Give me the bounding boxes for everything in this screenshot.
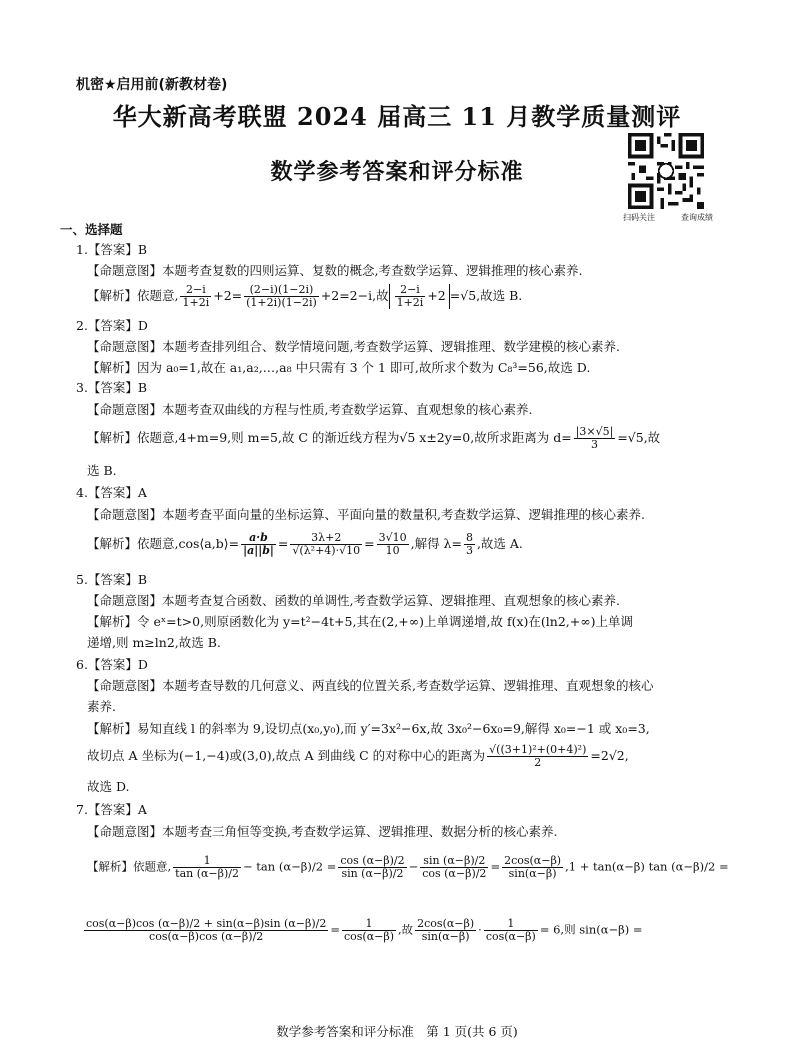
q3-analysis: 【解析】依题意,4+m=9,则 m=5,故 C 的渐近线方程为√5 x±2y=0,故所求距离为 d= $\frac{|3\times√5|}{3}$ =√5,故: [87, 425, 661, 451]
q3-intent: 【命题意图】本题考查双曲线的方程与性质,考查数学运算、直观想象的核心素养.: [87, 402, 533, 417]
q6-analysis-cont: 故选 D.: [87, 779, 130, 794]
q3-analysis-text: 【解析】依题意,4+m=9,则 m=5,故 C 的渐近线方程为√5 x±2y=0,故所求距离为 d=: [87, 430, 572, 445]
q7-analysis: 【解析】依题意, $\frac{1}{\tan (\alpha-\beta)/2}$ − tan (α−β)/2 = $\frac{\cos (\alpha-\beta)/2}{\sin (\alpha-\beta)/2}$ − $\frac{\sin (\alpha-\beta)/2}{\cos (\alpha-\beta)/2}$ = $\frac{2\cos(\alpha-\beta)}{\sin(\alpha-\beta)}$ ,1 + tan(α−β) tan (α−β)/2 =: [87, 854, 729, 880]
fraction: $\frac{1}{\cos(\alpha-\beta)}$: [343, 917, 394, 943]
q2-analysis: 【解析】因为 a₀=1,故在 a₁,a₂,…,a₈ 中只需有 3 个 1 即可,故所求个数为 C₈³=56,故选 D.: [87, 360, 591, 375]
q5-analysis-cont: 递增,则 m≥ln2,故选 B.: [87, 635, 221, 650]
fraction: $\frac{\cos (\alpha-\beta)/2}{\sin (\alpha-\beta)/2}$: [340, 854, 405, 880]
q1-analysis: 【解析】依题意, $\frac{2-i}{1+2i}$ +2= $\frac{(2-i)(1-2i)}{(1+2i)(1-2i)}$ +2=2−i,故 $\frac{2-i}{1+2i}$ +2 =√5,故选 B.: [87, 283, 523, 309]
fraction: $\frac{(2-i)(1-2i)}{(1+2i)(1-2i)}$: [246, 283, 317, 309]
absolute-value: $\frac{2-i}{1+2i}$ +2: [389, 284, 450, 309]
fraction: $\frac{3\lambda+2}{\text{√(λ²+4)·√10}}$: [292, 531, 361, 557]
fraction: $\frac{1}{\cos(\alpha-\beta)}$: [485, 917, 536, 943]
q6-analysis: 【解析】易知直线 l 的斜率为 9,设切点(x₀,y₀),而 y′=3x²−6x,故 3x₀²−6x₀=9,解得 x₀=−1 或 x₀=3,: [87, 721, 650, 736]
q5-analysis: 【解析】令 eˣ=t>0,则原函数化为 y=t²−4t+5,其在(2,+∞)上单调递增,故 f(x)在(ln2,+∞)上单调: [87, 614, 634, 629]
q6-analysis-text: 故切点 A 坐标为(−1,−4)或(3,0),故点 A 到曲线 C 的对称中心的距离为: [87, 748, 486, 763]
fraction: $\frac{\cos(\alpha-\beta)\cos (\alpha-\beta)/2 + \sin(\alpha-\beta)\sin (\alpha-\beta)/2}{\cos(\alpha-\beta)\cos (\alpha-\beta)/2}$: [86, 917, 327, 943]
q6-analysis-line2: 故切点 A 坐标为(−1,−4)或(3,0),故点 A 到曲线 C 的对称中心的距离为 $\frac{\text{√((3+1)²+(0+4)²)}}{2}$ =2√2,: [87, 743, 629, 769]
fraction: $\frac{2\cos(\alpha-\beta)}{\sin(\alpha-\beta)}$: [504, 854, 562, 880]
q7-answer: 7.【答案】A: [76, 802, 147, 817]
fraction: $\frac{\sin (\alpha-\beta)/2}{\cos (\alpha-\beta)/2}$: [422, 854, 487, 880]
qr-caption-follow: 扫码关注: [623, 213, 655, 222]
q7-analysis-text: 【解析】依题意,: [87, 859, 172, 874]
q5-intent: 【命题意图】本题考查复合函数、函数的单调性,考查数学运算、逻辑推理、直观想象的核心素养.: [87, 593, 620, 608]
fraction: $\frac{|3\times√5|}{3}$: [575, 425, 614, 451]
page-footer: 数学参考答案和评分标准 第 1 页(共 6 页): [276, 1024, 518, 1039]
q7-analysis-line2: $\frac{\cos(\alpha-\beta)\cos (\alpha-\beta)/2 + \sin(\alpha-\beta)\sin (\alpha-\beta)/2}{\cos(\alpha-\beta)\cos (\alpha-\beta)/2}$ = $\frac{1}{\cos(\alpha-\beta)}$ ,故 $\frac{2\cos(\alpha-\beta)}{\sin(\alpha-\beta)}$ · $\frac{1}{\cos(\alpha-\beta)}$ = 6,则 sin(α−β) =: [86, 917, 643, 943]
q3-answer: 3.【答案】B: [76, 380, 148, 395]
q2-answer: 2.【答案】D: [76, 318, 148, 333]
qr-code-icon[interactable]: [628, 133, 704, 209]
q6-intent-cont: 素养.: [87, 699, 116, 714]
q1-intent: 【命题意图】本题考查复数的四则运算、复数的概念,考查数学运算、逻辑推理的核心素养.: [87, 263, 583, 278]
q1-analysis-text: 【解析】依题意,: [87, 288, 179, 303]
q4-intent: 【命题意图】本题考查平面向量的坐标运算、平面向量的数量积,考查数学运算、逻辑推理的核心素养.: [87, 507, 645, 522]
q4-analysis-text: 【解析】依题意,cos⟨a,b⟩=: [87, 536, 240, 551]
fraction: $\frac{2\cos(\alpha-\beta)}{\sin(\alpha-\beta)}$: [417, 917, 475, 943]
q2-intent: 【命题意图】本题考查排列组合、数学情境问题,考查数学运算、逻辑推理、数学建模的核心素养.: [87, 339, 620, 354]
q1-answer: 1.【答案】B: [76, 242, 148, 257]
exam-title: 华大新高考联盟 2024 届高三 11 月教学质量测评: [112, 102, 682, 131]
fraction: $\frac{1}{\tan (\alpha-\beta)/2}$: [175, 854, 240, 880]
document-subtitle: 数学参考答案和评分标准: [270, 160, 524, 185]
q7-intent: 【命题意图】本题考查三角恒等变换,考查数学运算、逻辑推理、数据分析的核心素养.: [87, 824, 558, 839]
qr-caption: [623, 212, 713, 223]
q4-answer: 4.【答案】A: [76, 485, 147, 500]
fraction: $\frac{2-i}{1+2i}$: [182, 283, 210, 309]
section-heading: 一、选择题: [60, 222, 123, 237]
fraction: $\frac{a\cdot b}{|a||b|}$: [243, 531, 274, 557]
q6-answer: 6.【答案】D: [76, 657, 148, 672]
fraction: $\frac{8}{3}$: [465, 531, 473, 557]
fraction: $\frac{3√10}{10}$: [378, 531, 407, 557]
fraction: $\frac{\text{√((3+1)²+(0+4)²)}}{2}$: [489, 743, 587, 769]
confidential-label: 机密★启用前(新教材卷): [76, 77, 228, 93]
q6-intent: 【命题意图】本题考查导数的几何意义、两直线的位置关系,考查数学运算、逻辑推理、直观想象的核心: [87, 678, 654, 693]
q5-answer: 5.【答案】B: [76, 572, 148, 587]
qr-caption-scores: 查询成绩: [681, 213, 713, 222]
q3-analysis-cont: 选 B.: [87, 463, 117, 478]
q4-analysis: 【解析】依题意,cos⟨a,b⟩= $\frac{a\cdot b}{|a||b|}$ = $\frac{3\lambda+2}{\text{√(λ²+4)·√10}}$ = $\frac{3√10}{10}$ ,解得 λ= $\frac{8}{3}$ ,故选 A.: [87, 531, 523, 557]
